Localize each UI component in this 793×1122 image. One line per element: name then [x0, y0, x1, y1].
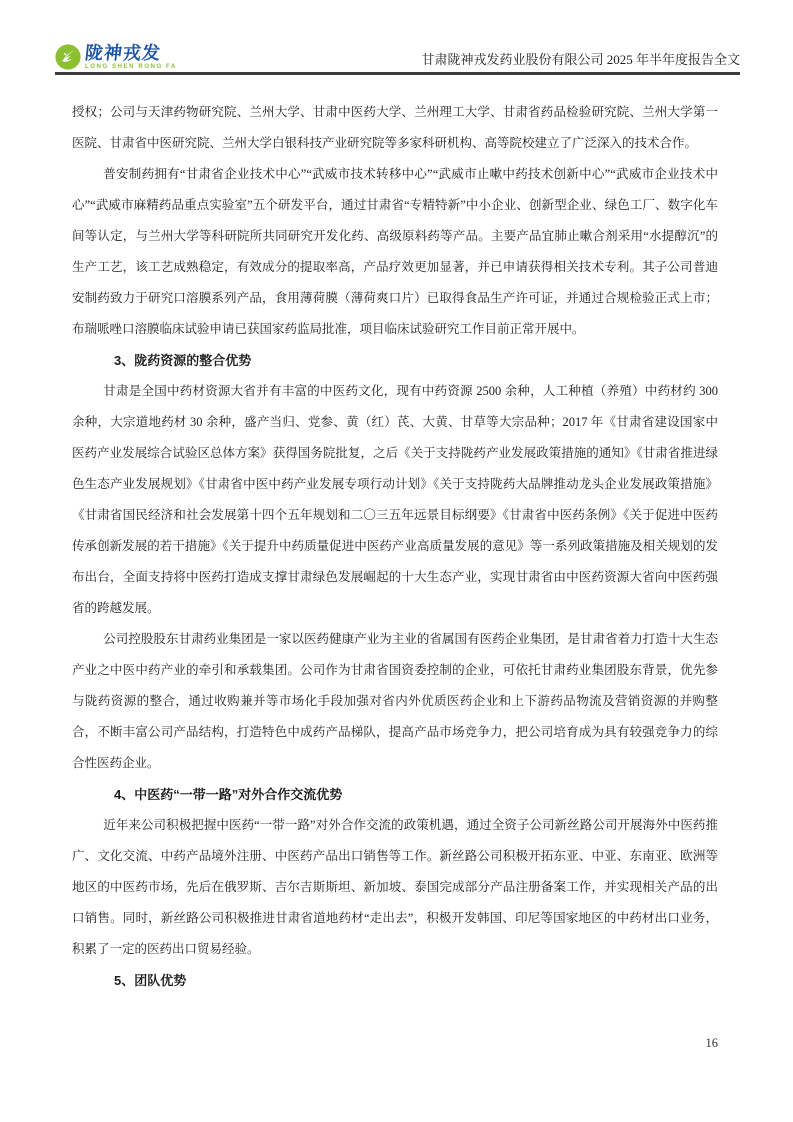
logo-name-en: LONG SHEN RONG FA: [85, 64, 177, 70]
body-paragraph: 普安制药拥有“甘肃省企业技术中心”“武威市技术转移中心”“武威市止嗽中药技术创新中心”“武威市企业技术中心”“武威市麻精药品重点实验室”五个研发平台，通过甘肃省“专精特新”中小企业、创新型企业、绿色工厂、数字化车间等认定，与兰州大学等科研院所共同研究开发化药、高级原料药等产品。主要产品宜肺止嗽合剂采用“水提醇沉”的生产工艺，该工艺成熟稳定，有效成分的提取率高，产品疗效更加显著，并已申请获得相关技术专利。其子公司普迪安制药致力于研究口溶膜系列产品，食用薄荷膜（薄荷爽口片）已取得食品生产许可证，并通过合规检验正式上市；布瑞哌唑口溶膜临床试验申请已获国家药监局批准，项目临床试验研究工作目前正常开展中。: [72, 167, 718, 336]
logo-text: [85, 44, 177, 70]
section-heading: 5、团队优势: [114, 973, 187, 988]
company-logo: [55, 44, 177, 72]
body-paragraph: 近年来公司积极把握中医药“一带一路”对外合作交流的政策机遇，通过全资子公司新丝路公司开展海外中医药推广、文化交流、中药产品境外注册、中医药产品出口销售等工作。新丝路公司积极开拓东亚、中亚、东南亚、欧洲等地区的中医药市场，先后在俄罗斯、吉尔吉斯斯坦、新加坡、泰国完成部分产品注册备案工作，并实现相关产品的出口销售。同时，新丝路公司积极推进甘肃省道地药材“走出去”，积极开发韩国、印尼等国家地区的中药材出口业务，积累了一定的医药出口贸易经验。: [72, 818, 718, 956]
logo-circle-icon: [55, 44, 81, 70]
section-heading: 3、陇药资源的整合优势: [114, 353, 252, 368]
body-paragraph: 授权；公司与天津药物研究院、兰州大学、甘肃中医药大学、兰州理工大学、甘肃省药品检验研究院、兰州大学第一医院、甘肃省中医研究院、兰州大学白银科技产业研究院等多家科研机构、高等院校建立了广泛深入的技术合作。: [72, 105, 718, 150]
body-paragraph: 甘肃是全国中药材资源大省并有丰富的中医药文化，现有中药资源 2500 余种，人工种植（养殖）中药材约 300 余种，大宗道地药材 30 余种，盛产当归、党参、黄（红）芪、大黄、甘草等大宗品种；2017 年《甘肃省建设国家中医药产业发展综合试验区总体方案》获得国务院批复，之后《关于支持陇药产业发展政策措施的通知》《甘肃省推进绿色生态产业发展规划》《甘肃省中医中药产业发展专项行动计划》《关于支持陇药大品牌推动龙头企业发展政策措施》《甘肃省国民经济和社会发展第十四个五年规划和二〇三五年远景目标纲要》《甘肃省中医药条例》《关于促进中医药传承创新发展的若干措施》《关于提升中药质量促进中医药产业高质量发展的意见》等一系列政策措施及相关规划的发布出台，全面支持将中医药打造成支撑甘肃绿色发展崛起的十大生态产业，实现甘肃省由中医药资源大省向中医药强省的跨越发展。: [72, 384, 718, 615]
logo-name-cn: 陇神戎发: [83, 43, 163, 63]
document-body: [72, 97, 718, 996]
page-header: [55, 44, 740, 75]
page-number: 16: [705, 1036, 718, 1050]
report-title: 甘肃陇神戎发药业股份有限公司 2025 年半年度报告全文: [421, 52, 740, 67]
section-heading: 4、中医药“一带一路”对外合作交流优势: [114, 787, 343, 802]
body-paragraph: 公司控股股东甘肃药业集团是一家以医药健康产业为主业的省属国有医药企业集团，是甘肃省着力打造十大生态产业之中医中药产业的牵引和承载集团。公司作为甘肃省国资委控制的企业，可依托甘肃药业集团股东背景，优先参与陇药资源的整合，通过收购兼并等市场化手段加强对省内外优质医药企业和上下游药品物流及营销资源的并购整合，不断丰富公司产品结构，打造特色中成药产品梯队，提高产品市场竞争力，把公司培育成为具有较强竞争力的综合性医药企业。: [72, 632, 718, 770]
